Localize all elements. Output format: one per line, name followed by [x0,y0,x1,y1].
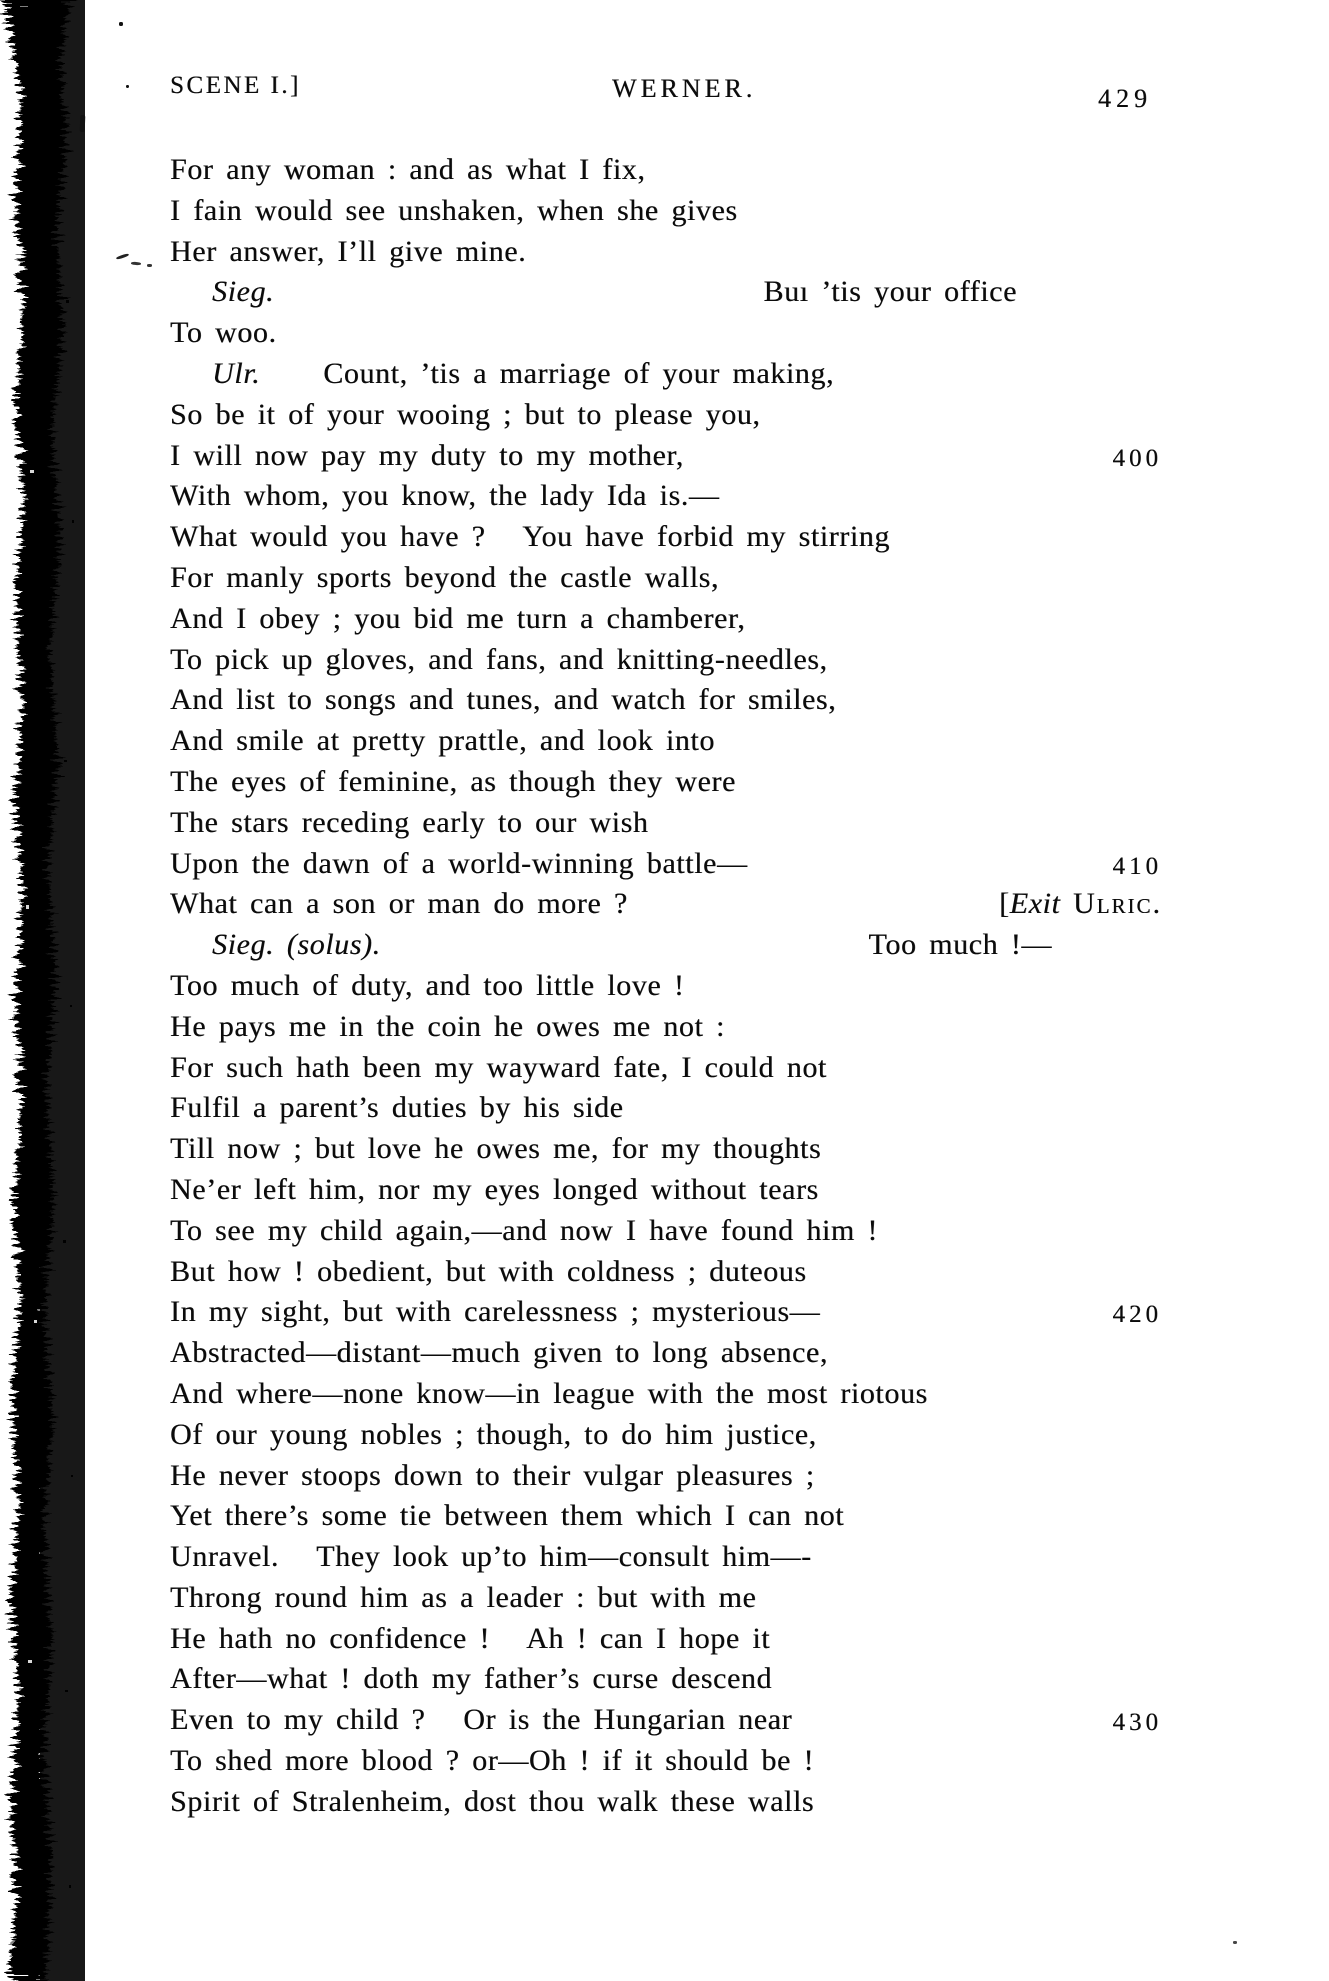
verse-text: So be it of your wooing ; but to please you, [170,397,761,431]
verse-line [170,1700,1162,1741]
verse-text: The eyes of feminine, as though they were [170,764,736,798]
verse-text-block [170,150,1162,1823]
verse-text: What would you have ? You have forbid my stirring [170,520,891,554]
verse-line [170,1129,1162,1170]
verse-line-number: 430 [1112,1709,1162,1737]
character-name: Ulric. [1073,887,1162,921]
verse-text: And smile at pretty prattle, and look into [170,724,715,758]
ink-speck [147,264,152,267]
stage-italic-text: Sieg. [212,275,275,309]
verse-line [170,1292,1162,1333]
verse-text: Even to my child ? Or is the Hungarian near [170,1703,793,1737]
running-title: WERNER. [612,74,757,103]
verse-text: Ne’er left him, nor my eyes longed without tears [170,1172,819,1206]
verse-line-number: 410 [1112,852,1162,880]
verse-line [170,1782,1162,1823]
verse-text: And I obey ; you bid me turn a chamberer, [170,601,746,635]
verse-text: For such hath been my wayward fate, I could not [170,1050,827,1084]
ink-speck [131,262,141,266]
verse-line [170,476,1162,517]
verse-line [170,966,1162,1007]
verse-text: Till now ; but love he owes me, for my thoughts [170,1132,822,1166]
verse-line [170,884,1162,925]
verse-text: Her answer, I’ll give mine. [170,234,527,268]
verse-text: He never stoops down to their vulgar pleasures ; [170,1458,815,1492]
verse-text: For manly sports beyond the castle walls, [170,560,720,594]
verse-line [170,1578,1162,1619]
stage-italic-text: Ulr. [212,356,261,390]
verse-line [170,1741,1162,1782]
verse-line [170,1333,1162,1374]
stage-italic-text: Sieg. (solus). [212,928,381,962]
verse-text: Upon the dawn of a world-winning battle— [170,846,748,880]
verse-text: He pays me in the coin he owes me not : [170,1009,725,1043]
verse-text: [ [999,887,1010,921]
verse-line [170,232,1162,273]
verse-text: The stars receding early to our wish [170,805,649,839]
verse-line [170,1048,1162,1089]
verse-text: Of our young nobles ; though, to do him justice, [170,1417,817,1451]
ink-speck [1233,1941,1237,1944]
hemistich-or-stage-direction [999,884,1162,925]
stage-italic-text: Exit [1009,887,1061,921]
verse-text: To pick up gloves, and fans, and knitting-needles, [170,642,828,676]
ink-speck [119,22,123,26]
verse-line [170,762,1162,803]
verse-line [170,1007,1162,1048]
verse-line [170,1170,1162,1211]
verse-line [170,599,1162,640]
verse-text: He hath no confidence ! Ah ! can I hope it [170,1621,771,1655]
verse-text: To woo. [170,316,277,350]
verse-text: Fulfil a parent’s duties by his side [170,1091,624,1125]
hemistich-or-stage-direction [763,272,1017,313]
verse-text [1060,887,1073,920]
verse-line [170,191,1162,232]
binding-gutter-scan-artifact [0,0,120,1981]
verse-line [170,517,1162,558]
verse-text: After—what ! doth my father’s curse descend [170,1662,773,1696]
ink-speck [80,115,86,132]
verse-text: Abstracted—distant—much given to long absence, [170,1336,828,1370]
verse-text: With whom, you know, the lady Ida is.— [170,479,720,513]
verse-line [170,436,1162,477]
verse-line [170,1088,1162,1129]
verse-line [170,1537,1162,1578]
verse-line [170,844,1162,885]
verse-text: To shed more blood ? or—Oh ! if it should be ! [170,1744,815,1778]
verse-line [170,1456,1162,1497]
verse-text: Count, ’tis a marriage of your making, [260,356,835,390]
verse-line [170,1496,1162,1537]
verse-line [170,925,1162,966]
verse-line [170,1415,1162,1456]
verse-line [170,1659,1162,1700]
verse-line-number: 420 [1112,1301,1162,1329]
verse-text: What can a son or man do more ? [170,887,628,921]
verse-text: In my sight, but with carelessness ; mysterious— [170,1295,821,1329]
verse-line [170,1619,1162,1660]
verse-line [170,721,1162,762]
hemistich-or-stage-direction [869,925,1052,966]
verse-text: To see my child again,—and now I have found him ! [170,1213,878,1247]
verse-text: Unravel. They look up’to him—consult him—- [170,1540,812,1574]
verse-line [170,150,1162,191]
verse-line-number: 400 [1112,444,1162,472]
verse-line [170,1211,1162,1252]
verse-line [170,640,1162,681]
verse-line [170,803,1162,844]
verse-line [170,1252,1162,1293]
scene-label: SCENE I.] [170,72,301,99]
verse-line [170,395,1162,436]
verse-text: And list to songs and tunes, and watch for smiles, [170,683,837,717]
verse-line [170,313,1162,354]
verse-line [170,272,1162,313]
verse-text: Yet there’s some tie between them which I can not [170,1499,845,1533]
verse-line [170,558,1162,599]
ink-speck [126,85,129,88]
verse-text: Too much of duty, and too little love ! [170,968,685,1002]
verse-text: And where—none know—in league with the most riotous [170,1376,928,1410]
verse-text: Spirit of Stralenheim, dost thou walk these walls [170,1784,815,1818]
verse-text: For any woman : and as what I fix, [170,153,646,186]
verse-line [170,354,1162,395]
verse-text: Throng round him as a leader : but with me [170,1580,757,1614]
verse-line [170,680,1162,721]
page-number: 429 [1098,84,1152,113]
verse-text: But how ! obedient, but with coldness ; duteous [170,1254,807,1288]
verse-line [170,1374,1162,1415]
verse-text: I will now pay my duty to my mother, [170,438,684,472]
verse-text: Buı ’tis your office [763,275,1017,309]
verse-text: I fain would see unshaken, when she gives [170,193,738,227]
verse-text: Too much !— [868,928,1052,962]
